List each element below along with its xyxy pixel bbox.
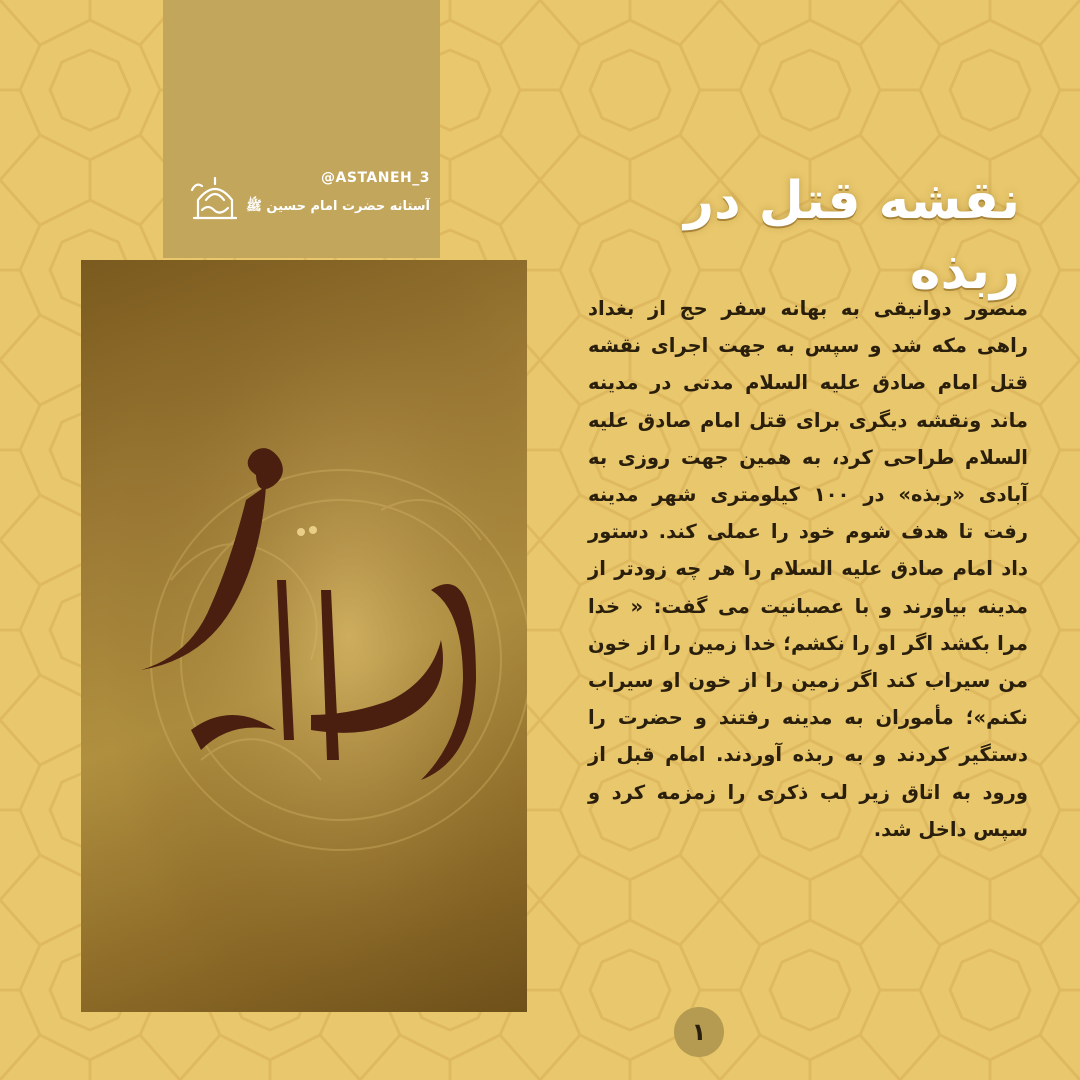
organization-name: آستانه حضرت امام حسین ﷺ: [246, 199, 430, 214]
social-handle: @ASTANEH_3: [321, 170, 430, 186]
al-sadiq-calligraphy-image: [81, 260, 527, 1012]
page-number-badge: ۱: [674, 1007, 724, 1057]
article-body: منصور دوانیقی به بهانه سفر حج از بغداد راهی مکه شد و سپس به جهت اجرای نقشه قتل امام صادق علیه السلام مدتی در مدینه ماند ونقشه دیگری برای قتل امام صادق علیه السلام طراحی کرد، به همین جهت روزی به آبادی «ربذه» در ۱۰۰ کیلومتری شهر مدینه رفت تا هدف شوم خود را عملی کند. دستور داد امام صادق علیه السلام را هر چه زودتر از مدینه بیاورند و با عصبانیت می گفت: « خدا مرا بکشد اگر او را نکشم؛ خدا زمین را از خون من سیراب کند اگر زمین را از خون او سیراب نکنم»؛ مأموران به مدینه رفتند و حضرت را دستگیر کردند و به ربذه آوردند. امام قبل از ورود به اتاق زیر لب ذکری را زمزمه کرد و سپس داخل شد.: [588, 297, 1028, 841]
article-title: نقشه قتل در ربذه: [684, 171, 1020, 301]
